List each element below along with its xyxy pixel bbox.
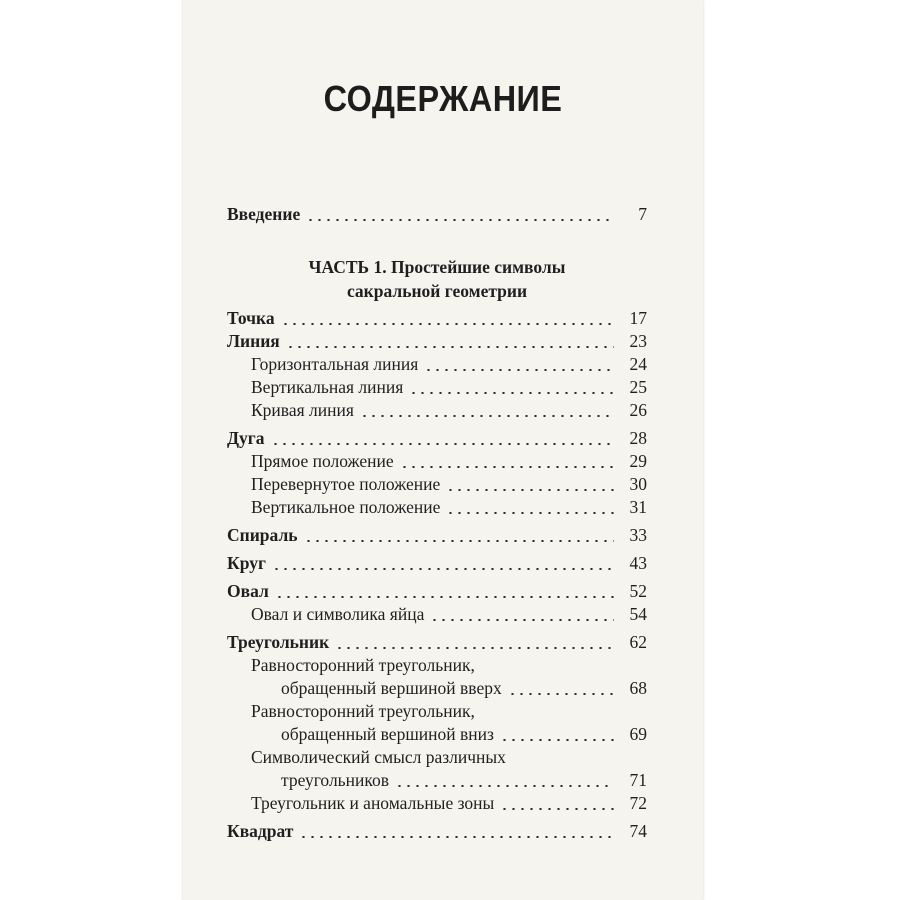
dot-leader xyxy=(400,466,614,468)
toc-entry-title: Введение xyxy=(227,204,301,224)
toc-entry-title: Овал и символика яйца xyxy=(251,604,425,624)
toc-page-number: 25 xyxy=(629,377,647,397)
toc-page-number: 43 xyxy=(629,553,647,573)
toc-entry-simvolicheskiy[interactable] xyxy=(227,746,647,792)
toc-page-number: 30 xyxy=(629,474,647,494)
toc-entry-perevernutoe[interactable] xyxy=(227,473,647,496)
toc-entry-title: обращенный вершиной вниз xyxy=(281,724,494,744)
toc-page-number: 33 xyxy=(629,525,647,545)
page-title: СОДЕРЖАНИЕ xyxy=(323,78,563,119)
dot-leader xyxy=(508,693,614,695)
toc-entry-title: Круг xyxy=(227,553,266,573)
dot-leader xyxy=(500,739,614,741)
dot-leader xyxy=(446,489,614,491)
toc-entry-title: Вертикальное положение xyxy=(251,497,441,517)
toc-entry-title: Овал xyxy=(227,581,269,601)
toc-entry-title: Горизонтальная линия xyxy=(251,354,419,374)
toc-page-number: 26 xyxy=(629,400,647,420)
dot-leader xyxy=(335,647,614,649)
toc-entry-title: обращенный вершиной вверх xyxy=(281,678,502,698)
toc-entry-gorizontalnaya[interactable] xyxy=(227,353,647,376)
toc-page-number: 74 xyxy=(629,821,647,841)
dot-leader xyxy=(409,392,614,394)
toc-entry-title: Спираль xyxy=(227,525,298,545)
toc-entry-tochka[interactable] xyxy=(227,307,647,330)
toc-entry-title: Точка xyxy=(227,308,275,328)
toc-entry-intro[interactable] xyxy=(227,203,647,226)
toc-entry-title: Треугольник и аномальные зоны xyxy=(251,793,495,813)
dot-leader xyxy=(360,415,614,417)
toc-entry-continuation xyxy=(251,677,647,700)
dot-leader xyxy=(286,346,614,348)
dot-leader xyxy=(304,540,614,542)
toc-entry-title: Вертикальная линия xyxy=(251,377,404,397)
toc-entry-title: Равносторонний треугольник, xyxy=(251,701,475,721)
toc-entry-oval[interactable] xyxy=(227,580,647,603)
toc-page-number: 28 xyxy=(629,428,647,448)
toc-entry-title: Линия xyxy=(227,331,280,351)
toc-page-number: 17 xyxy=(629,308,647,328)
toc-entry-continuation xyxy=(251,769,647,792)
book-page xyxy=(183,0,703,900)
toc-entry-anomalnye[interactable] xyxy=(227,792,647,815)
part-heading-line: сакральной геометрии xyxy=(346,281,528,301)
toc-entry-continuation xyxy=(251,723,647,746)
toc-page-number: 52 xyxy=(629,581,647,601)
part-heading-line: ЧАСТЬ 1. Простейшие символы xyxy=(308,257,566,277)
toc-entry-title: треугольников xyxy=(281,770,390,790)
table-of-contents xyxy=(227,203,647,843)
toc-entry-title: Перевернутое положение xyxy=(251,474,441,494)
toc-page-number: 71 xyxy=(629,770,647,790)
toc-entry-treugolnik[interactable] xyxy=(227,631,647,654)
toc-entry-kvadrat[interactable] xyxy=(227,820,647,843)
dot-leader xyxy=(281,323,614,325)
toc-entry-ravn-vniz[interactable] xyxy=(227,700,647,746)
toc-entry-title: Треугольник xyxy=(227,632,330,652)
toc-entry-title: Равносторонний треугольник, xyxy=(251,655,475,675)
toc-page-number: 54 xyxy=(629,604,647,624)
toc-page-number: 72 xyxy=(629,793,647,813)
toc-page-number: 31 xyxy=(629,497,647,517)
toc-page-number: 29 xyxy=(629,451,647,471)
toc-entry-title: Кривая линия xyxy=(251,400,354,420)
toc-page-number: 24 xyxy=(629,354,647,374)
dot-leader xyxy=(275,596,614,598)
toc-entry-ravn-vverh[interactable] xyxy=(227,654,647,700)
toc-entry-duga[interactable] xyxy=(227,427,647,450)
dot-leader xyxy=(430,619,614,621)
dot-leader xyxy=(424,369,614,371)
toc-entry-liniya[interactable] xyxy=(227,330,647,353)
toc-entry-pryamoe[interactable] xyxy=(227,450,647,473)
toc-entry-spiral[interactable] xyxy=(227,524,647,547)
dot-leader xyxy=(272,568,614,570)
dot-leader xyxy=(306,219,614,221)
toc-page-number: 68 xyxy=(629,678,647,698)
dot-leader xyxy=(500,808,614,810)
part-heading xyxy=(227,255,647,303)
toc-page-number: 7 xyxy=(638,204,647,224)
toc-entry-title: Квадрат xyxy=(227,821,294,841)
dot-leader xyxy=(446,512,614,514)
toc-entry-title: Символический смысл различных xyxy=(251,747,506,767)
toc-entry-krivaya[interactable] xyxy=(227,399,647,422)
dot-leader xyxy=(299,836,614,838)
toc-entry-title: Прямое положение xyxy=(251,451,394,471)
toc-entry-krug[interactable] xyxy=(227,552,647,575)
toc-entry-title: Дуга xyxy=(227,428,265,448)
dot-leader xyxy=(271,443,615,445)
toc-page-number: 62 xyxy=(629,632,647,652)
toc-entry-vertikalnoe[interactable] xyxy=(227,496,647,519)
toc-page-number: 69 xyxy=(629,724,647,744)
toc-entry-vertikalnaya[interactable] xyxy=(227,376,647,399)
toc-entry-oval-yaitsa[interactable] xyxy=(227,603,647,626)
dot-leader xyxy=(395,785,614,787)
toc-page-number: 23 xyxy=(629,331,647,351)
